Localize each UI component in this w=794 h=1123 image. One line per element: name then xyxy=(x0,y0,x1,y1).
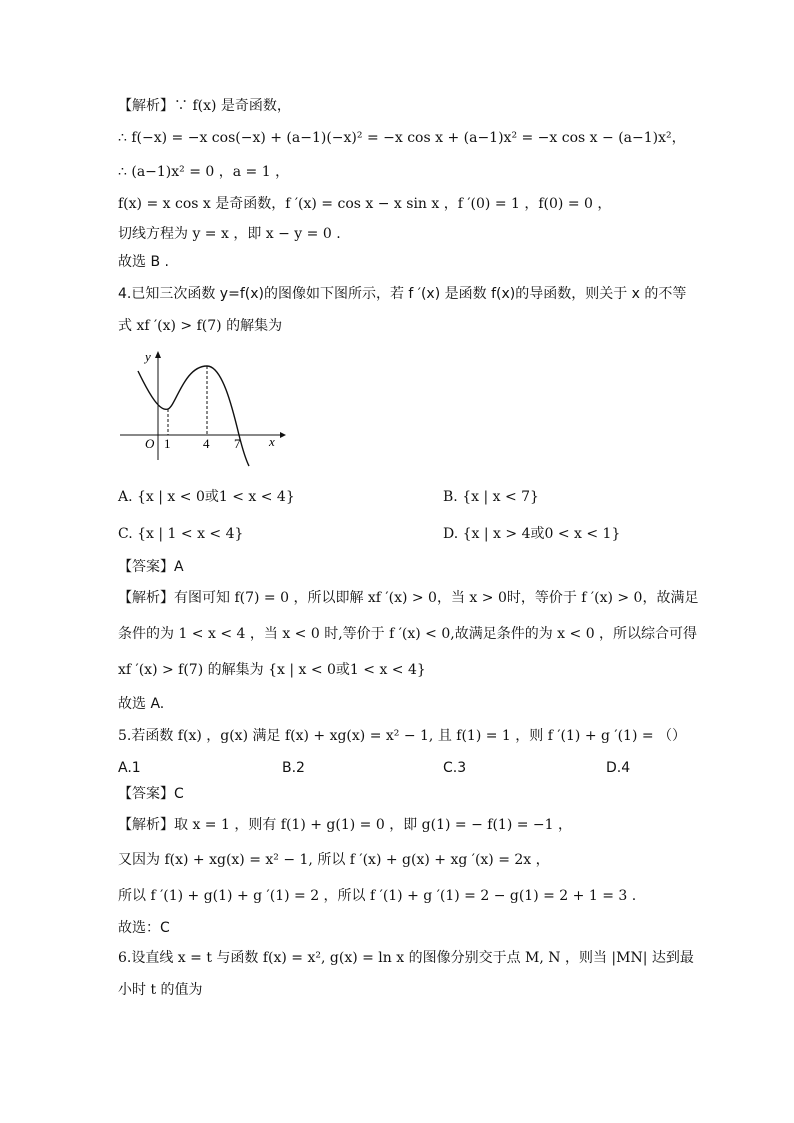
y-axis-arrow-icon xyxy=(155,351,161,358)
q4-analysis-line1: 【解析】有图可知 f(7) = 0 ，所以即解 xf ′(x) > 0，当 x > 0时，等价于 f ′(x) > 0，故满足 xyxy=(118,590,699,606)
y-axis-label: y xyxy=(145,349,151,364)
cubic-curve xyxy=(138,366,249,466)
q4-conclusion: 故选 A. xyxy=(118,696,165,712)
q3-step1: ∴ f(−x) = −x cos(−x) + (a−1)(−x)² = −x cos x + (a−1)x² = −x cos x − (a−1)x²， xyxy=(118,130,686,146)
q5-answer: 【答案】C xyxy=(118,786,184,802)
q4-analysis-line3: xf ′(x) > f(7) 的解集为 {x | x < 0或1 < x < 4} xyxy=(118,662,426,678)
origin-label: O xyxy=(145,436,155,451)
q5-analysis-line3: 所以 f ′(1) + g(1) + g ′(1) = 2 ，所以 f ′(1) + g ′(1) = 2 − g(1) = 2 + 1 = 3 . xyxy=(118,888,637,904)
q4-stem-line2: 式 xf ′(x) > f(7) 的解集为 xyxy=(118,318,283,334)
q5-analysis-line1: 【解析】取 x = 1 ，则有 f(1) + g(1) = 0 ，即 g(1) = − f(1) = −1 ， xyxy=(118,817,572,833)
q5-conclusion: 故选：C xyxy=(118,920,170,936)
x-axis-label: x xyxy=(269,434,275,449)
q6-stem-line1: 6.设直线 x = t 与函数 f(x) = x², g(x) = ln x 的图像分别交于点 M, N ，则当 |MN| 达到最 xyxy=(118,950,694,966)
q5-option-a: A.1 xyxy=(118,760,141,776)
cubic-function-graph xyxy=(118,348,288,470)
tick-label-7: 7 xyxy=(234,436,241,451)
q3-conclusion: 故选 B . xyxy=(118,254,169,270)
q5-analysis-line2: 又因为 f(x) + xg(x) = x² − 1, 所以 f ′(x) + g(x) + xg ′(x) = 2x ， xyxy=(118,852,550,868)
q3-analysis-heading: 【解析】∵ f(x) 是奇函数， xyxy=(118,98,291,114)
q4-option-a: A. {x | x < 0或1 < x < 4} xyxy=(118,489,295,505)
q4-option-d: D. {x | x > 4或0 < x < 1} xyxy=(443,526,621,542)
q4-option-b: B. {x | x < 7} xyxy=(443,489,539,505)
q4-answer: 【答案】A xyxy=(118,559,184,575)
q5-option-b: B.2 xyxy=(282,760,305,776)
q3-step2: ∴ (a−1)x² = 0 ，a = 1 ， xyxy=(118,164,290,180)
q5-stem: 5.若函数 f(x) ，g(x) 满足 f(x) + xg(x) = x² − 1, 且 f(1) = 1 ，则 f ′(1) + g ′(1) = （） xyxy=(118,728,687,744)
x-axis-arrow-icon xyxy=(280,432,286,438)
q3-step4: 切线方程为 y = x ，即 x − y = 0 . xyxy=(118,226,341,242)
q5-option-d: D.4 xyxy=(606,760,631,776)
tick-label-4: 4 xyxy=(203,436,210,451)
q4-analysis-line2: 条件的为 1 < x < 4 ，当 x < 0 时,等价于 f ′(x) < 0,故满足条件的为 x < 0 ，所以综合可得 xyxy=(118,626,698,642)
q6-stem-line2: 小时 t 的值为 xyxy=(118,982,203,998)
q3-step3: f(x) = x cos x 是奇函数，f ′(x) = cos x − x sin x ，f ′(0) = 1 ，f(0) = 0 ， xyxy=(118,196,612,212)
q5-option-c: C.3 xyxy=(443,760,467,776)
q4-option-c: C. {x | 1 < x < 4} xyxy=(118,526,244,542)
tick-label-1: 1 xyxy=(164,436,171,451)
q4-stem-line1: 4.已知三次函数 y=f(x)的图像如下图所示，若 f ′(x) 是函数 f(x)的导函数，则关于 x 的不等 xyxy=(118,286,687,302)
